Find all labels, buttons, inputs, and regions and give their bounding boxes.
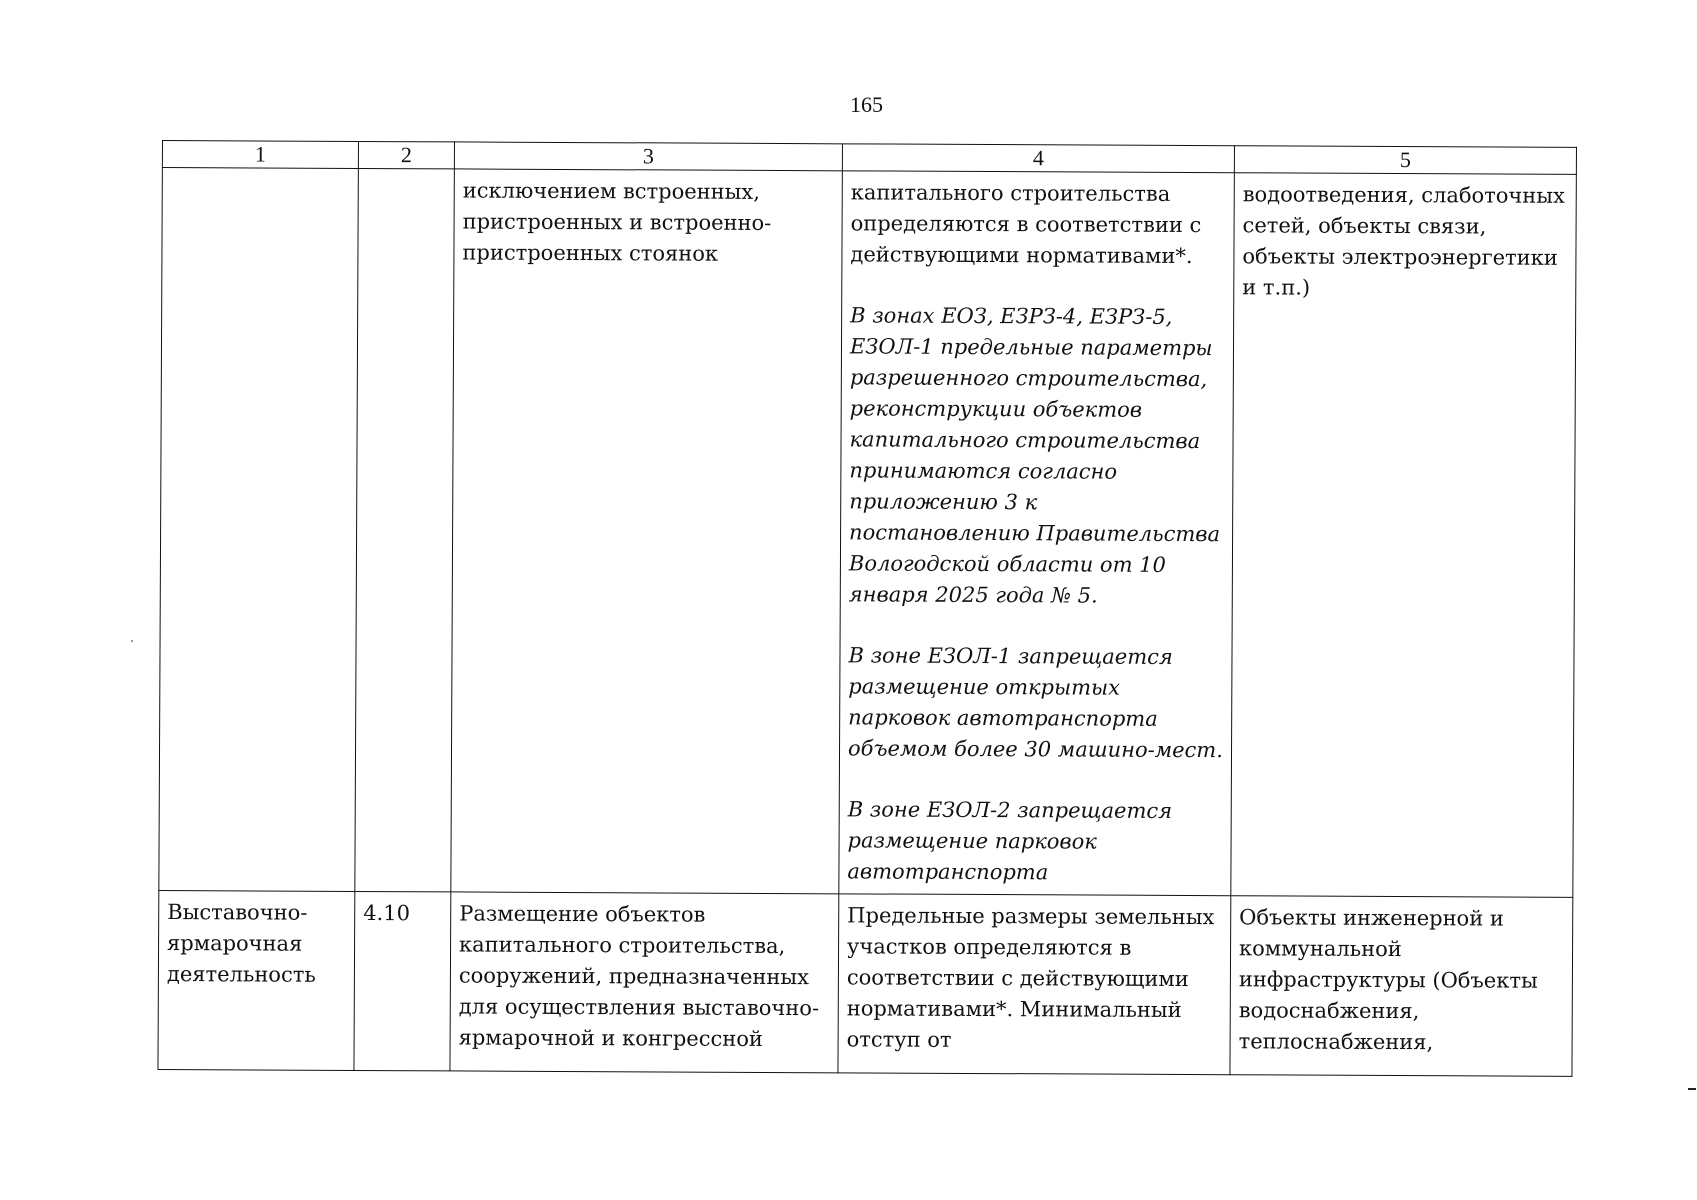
column-header-4: 4: [842, 144, 1234, 173]
scan-speck: [131, 640, 133, 642]
scan-mark: [1688, 1088, 1696, 1090]
table-row: [159, 168, 1577, 898]
regulations-table: [157, 140, 1576, 1077]
row2-cell-auxiliary: Объекты инженерной и коммунальной инфраструктуры (Объекты водоснабжения, теплоснабжения,: [1230, 896, 1573, 1077]
row2-cell-code: 4.10: [354, 891, 451, 1070]
parameters-paragraph: капитального строительства определяются в соответствии с действующими нормативами*.: [850, 180, 1202, 269]
zone-paragraph: В зоне ЕЗОЛ-2 запрещается размещение парковок автотранспорта: [847, 797, 1173, 885]
row1-cell-code: [355, 168, 455, 891]
row2-cell-parameters: Предельные размеры земельных участков определяются в соответствии с действующими нормативами*. Минимальный отступ от: [838, 894, 1231, 1075]
row1-cell-description: исключением встроенных, пристроенных и встроенно-пристроенных стоянок: [451, 169, 843, 894]
row1-cell-auxiliary: водоотведения, слаботочных сетей, объекты связи, объекты электроэнергетики и т.п.): [1231, 173, 1577, 898]
zone-paragraph: В зоне ЕЗОЛ-1 запрещается размещение открытых парковок автотранспорта объемом более 30 машино-мест.: [847, 643, 1223, 763]
row1-cell-parameters: [839, 171, 1235, 896]
row2-cell-activity-type: Выставочно-ярмарочная деятельность: [158, 890, 355, 1070]
table-row: [158, 890, 1573, 1076]
page-number: 165: [850, 92, 883, 117]
row2-cell-description: Размещение объектов капитального строительства, сооружений, предназначенных для осуществления выставочно-ярмарочной и конгрессной: [450, 892, 839, 1073]
zone-paragraph: В зонах ЕОЗ, ЕЗРЗ-4, ЕЗРЗ-5, ЕЗОЛ-1 предельные параметры разрешенного строительства, реконструкции объектов капитального строительства принимаются согласно приложению 3 к постановлению Правительства Вологодской области от 10 января 2025 года № 5.: [848, 303, 1221, 608]
column-header-3: 3: [454, 142, 842, 171]
column-header-2: 2: [358, 141, 454, 168]
column-header-1: 1: [162, 141, 358, 169]
row1-cell-activity-type: [159, 168, 359, 892]
column-header-5: 5: [1234, 146, 1576, 175]
